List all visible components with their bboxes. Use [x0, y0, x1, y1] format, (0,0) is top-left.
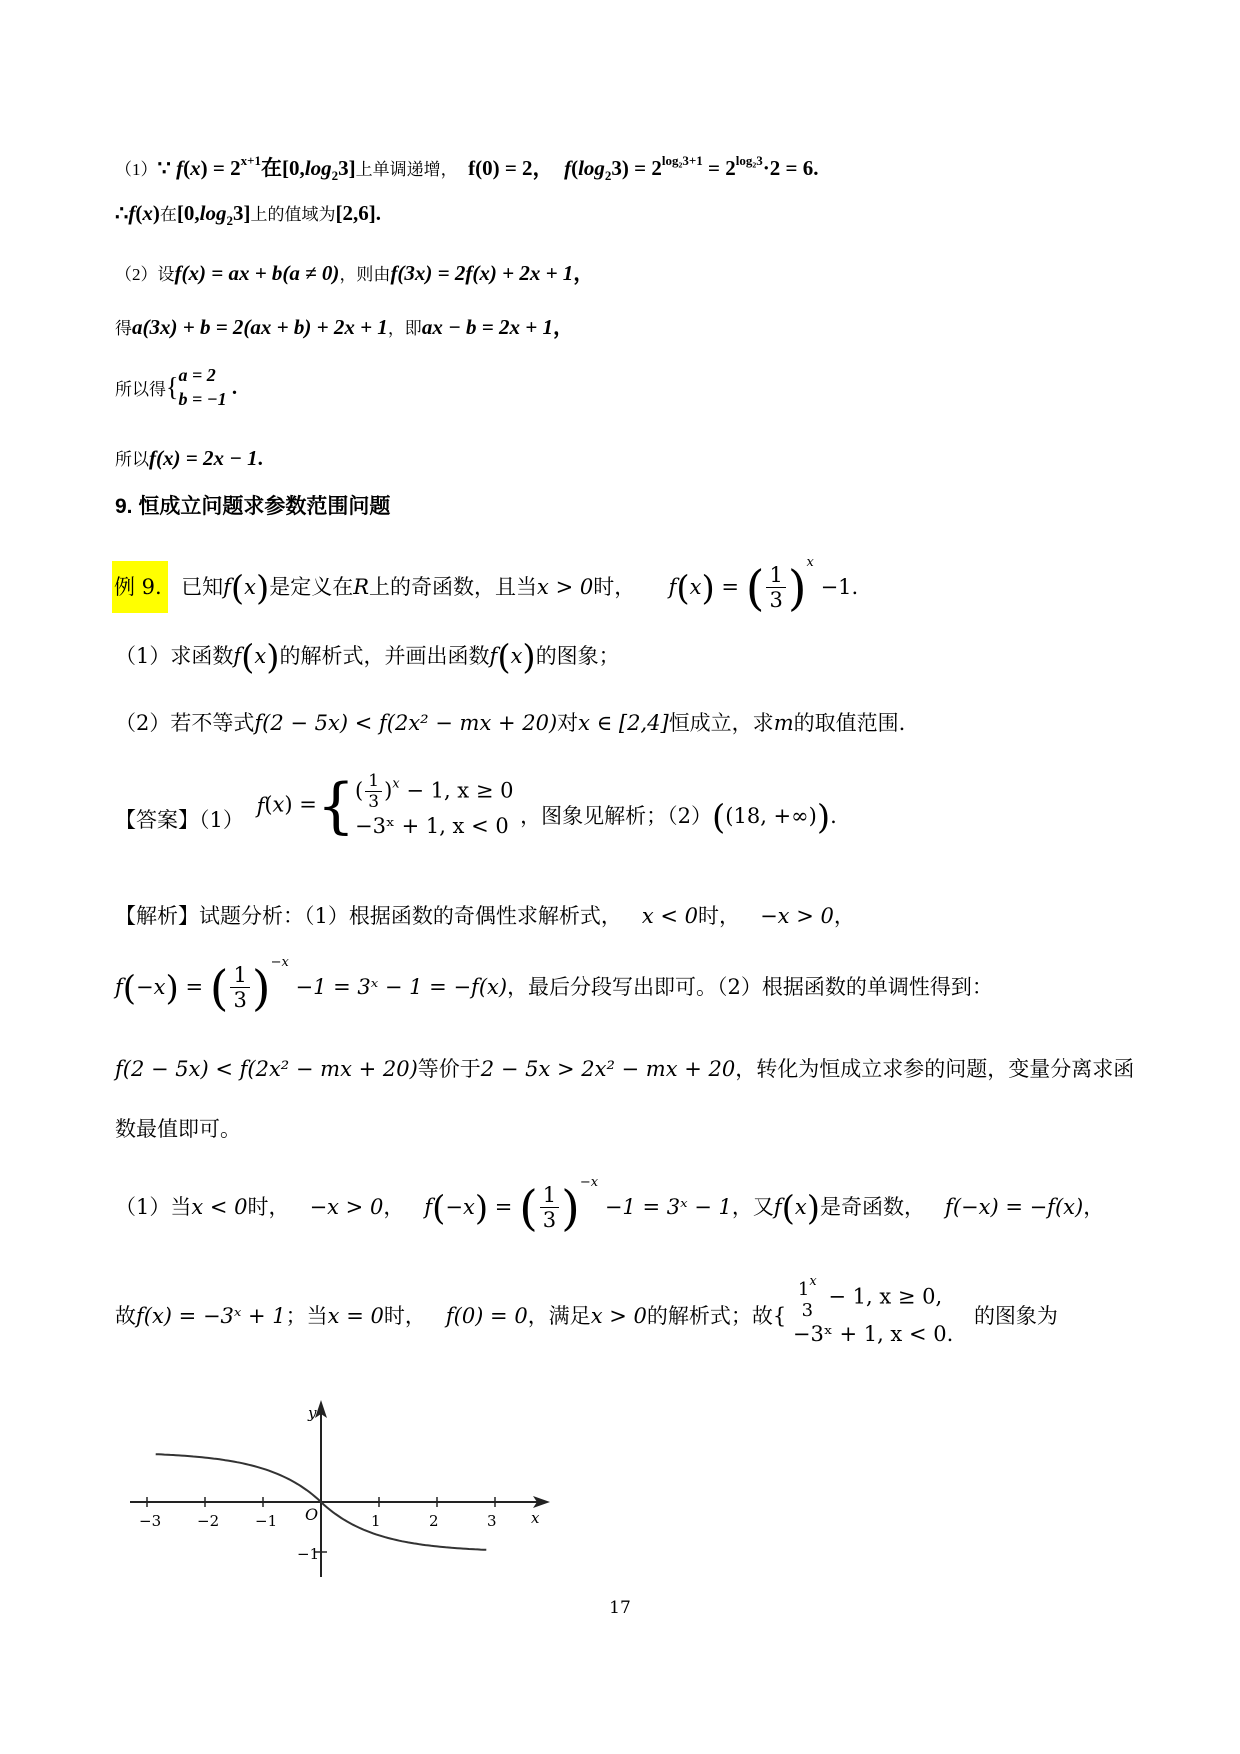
- prev-line-1: （1）∵ $f(x) = 2^{x+1}$在$[0,\log_23]$上单调递增， f(0) = 2， $f(\log_23) = 2^{log_23+1} = 2^{log_23}\cdot 2 = 6$.: [115, 153, 819, 183]
- analysis-line-1: 【解析】试题分析：（1）根据函数的奇偶性求解析式， x < 0时， −x > 0，: [115, 904, 855, 928]
- y-tick-label: −1: [297, 1545, 320, 1563]
- y-axis-label: y: [308, 1404, 317, 1422]
- question-1: （1）求函数f(x)的解析式，并画出函数f(x)的图象；: [115, 637, 620, 678]
- example-tag: 例 9.: [112, 561, 168, 613]
- x-tick-label: 1: [371, 1512, 381, 1530]
- x-axis: [130, 1496, 550, 1508]
- prev-line-6: 所以f(x) = 2x − 1.: [115, 446, 263, 470]
- x-tick-label: −1: [255, 1512, 278, 1530]
- analysis-line-2: f(−x) = ( $\frac{1}{3}$ )$^{-x}$ −1 = 3ˣ − 1 = −f(x)，最后分段写出即可。（2）根据函数的单调性得到：: [115, 955, 993, 1017]
- function-graph: [125, 1392, 565, 1582]
- prev-line-4: 得a(3x) + b = 2(ax + b) + 2x + 1，即ax − b = 2x + 1，: [115, 315, 574, 339]
- analysis-line-4: 数最值即可。: [115, 1117, 241, 1141]
- x-tick-label: 2: [429, 1512, 439, 1530]
- example-statement: 例 9. 已知f(x)是定义在R上的奇函数，且当x > 0时， f(x) = ( $\frac{1}{3}$ )$^x$ −1.: [114, 555, 859, 617]
- prev-line-2: ∴f(x)在$[0,\log_23]$上的值域为[2,6].: [115, 201, 381, 228]
- question-2: （2）若不等式f(2 − 5x) < f(2x² − mx + 20)对x ∈ [2,4]恒成立，求m的取值范围.: [115, 711, 906, 735]
- x-tick-label: −2: [197, 1512, 220, 1530]
- x-tick-label: −3: [139, 1512, 162, 1530]
- x-tick-label: 3: [487, 1512, 497, 1530]
- solution-line-2: 故f(x) = −3ˣ + 1；当x = 0时， f(0) = 0，满足x > 0的解析式；故{ 1$^x$ 3 − 1, x ≥ 0, −3ˣ + 1, x < 0. 的图象为: [115, 1274, 1058, 1347]
- solution-line-1: （1）当x < 0时， −x > 0， f(−x) = ( $\frac{1}{3}$ )$^{-x}$ −1 = 3ˣ − 1，又f(x)是奇函数， f(−x) = −f(x)，: [115, 1175, 1105, 1237]
- prev-line-5: 所以得{ a = 2 b = −1 .: [115, 365, 238, 410]
- analysis-line-3: f(2 − 5x) < f(2x² − mx + 20)等价于2 − 5x > 2x² − mx + 20，转化为恒成立求参的问题，变量分离求函: [115, 1057, 1135, 1081]
- x-axis-label: x: [531, 1509, 540, 1527]
- page-number: 17: [609, 1598, 631, 1618]
- prev-line-3: （2）设f(x) = ax + b(a ≠ 0)，则由f(3x) = 2f(x) + 2x + 1，: [115, 261, 595, 285]
- section-heading: 9. 恒成立问题求参数范围问题: [115, 495, 391, 518]
- origin-label: O: [305, 1505, 319, 1524]
- answer-block: 【答案】（1） f(x) ={ ( $\frac{1}{3}$ )$^x$ − 1, x ≥ 0 −3ˣ + 1, x < 0 ，图象见解析；（2）((18, +∞)).: [115, 771, 837, 842]
